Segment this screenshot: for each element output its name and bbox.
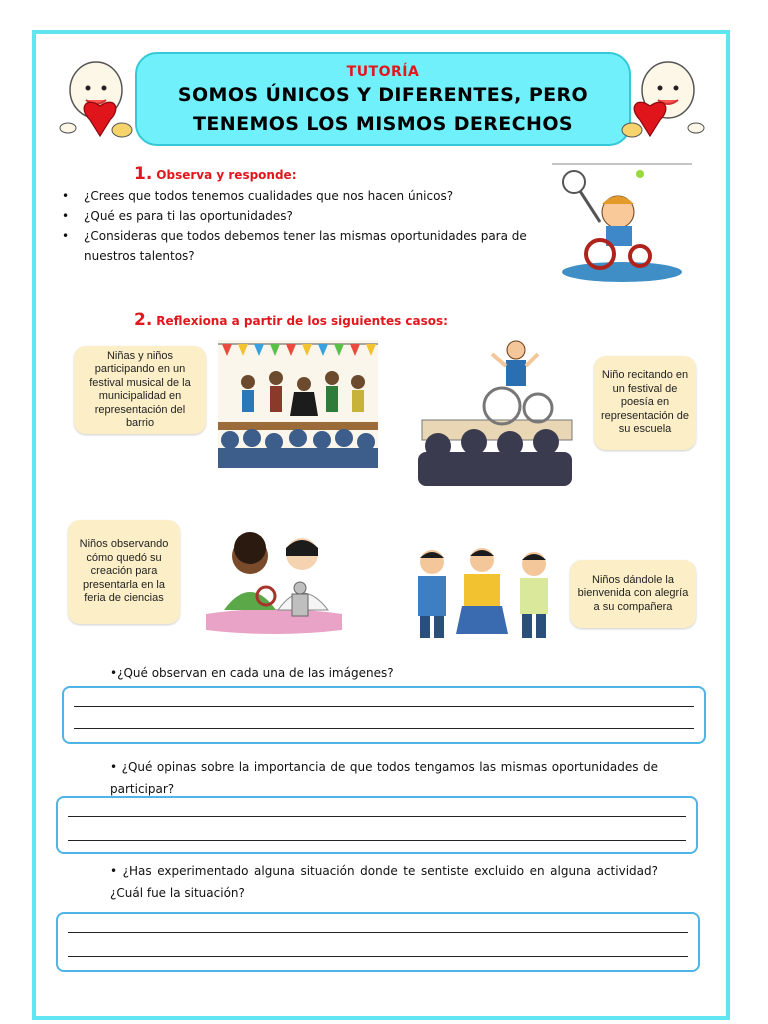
answer-line [74,706,694,707]
list-item-continuation: nuestros talentos? [84,249,195,263]
case-2-label: Niño recitando en un festival de poesía en representación de su escuela [594,356,696,450]
mascot-heart-left-illustration [56,56,140,148]
section-1-number: 1. [134,164,153,184]
subject-label: TUTORÍA [346,64,420,80]
answer-line [68,932,688,933]
list-item: • ¿Crees que todos tenemos cualidades que nos hacen únicos? [58,186,558,206]
answer-line [68,956,688,957]
answer-box-1[interactable] [62,686,706,744]
section-2-number: 2. [134,310,153,330]
list-item: • ¿Qué es para ti las oportunidades? [58,206,558,226]
science-fair-illustration [206,530,342,634]
answer-box-3[interactable] [56,912,700,972]
page-title-line-2: TENEMOS LOS MISMOS DERECHOS [193,113,573,135]
case-3-label: Niños observando cómo quedó su creación para presentarla en la feria de ciencias [68,520,180,624]
wheelchair-tennis-illustration [552,160,692,282]
reflection-question-2: • ¿Qué opinas sobre la importancia de que todos tengamos las mismas oportunidades de participar? [110,760,658,796]
answer-line [68,840,686,841]
welcoming-classmate-illustration [404,546,560,640]
section-1-heading [134,164,297,184]
section-1-question-list [58,186,558,266]
answer-line [68,816,686,817]
title-banner [135,52,631,146]
reflection-question-1: •¿Qué observan en cada una de las imágenes? [110,666,394,680]
music-festival-illustration [218,340,378,468]
reflection-question-3: • ¿Has experimentado alguna situación donde te sentiste excluido en alguna actividad? ¿Cuál fue la situación? [110,864,658,900]
section-2-heading [134,310,448,330]
answer-line [74,728,694,729]
answer-box-2[interactable] [56,796,698,854]
section-1-title: Observa y responde: [156,168,297,182]
poetry-recital-illustration [412,334,578,486]
mascot-heart-right-illustration [620,56,710,148]
case-4-label: Niños dándole la bienvenida con alegría a su compañera [570,560,696,628]
list-item: • ¿Consideras que todos debemos tener las mismas oportunidades para de [58,226,558,246]
section-2-title: Reflexiona a partir de los siguientes casos: [156,314,448,328]
page-title-line-1: SOMOS ÚNICOS Y DIFERENTES, PERO [177,84,589,106]
case-1-label: Niñas y niños participando en un festival musical de la municipalidad en representación del barrio [74,346,206,434]
